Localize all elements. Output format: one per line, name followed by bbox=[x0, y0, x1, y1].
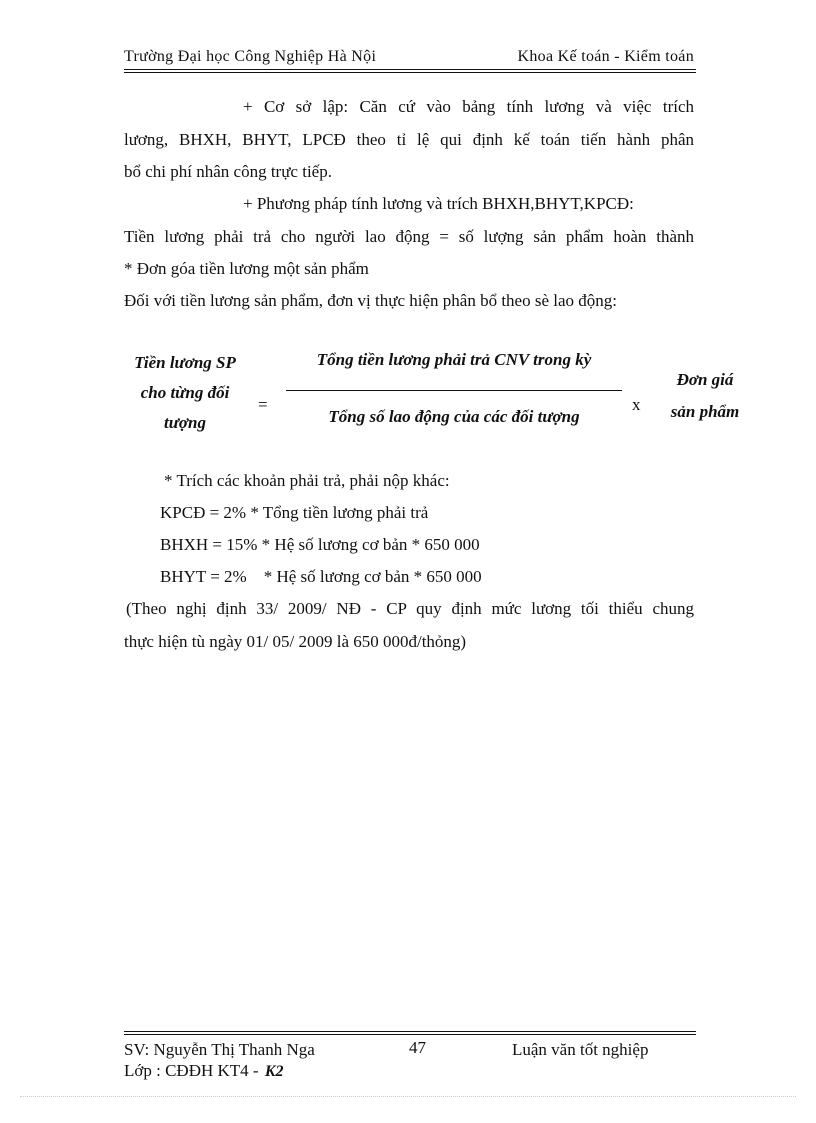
para2-line2: Tiền lương phải trả cho người lao động = số lượng sản phẩm hoàn thành bbox=[124, 227, 694, 246]
page-header bbox=[124, 48, 696, 68]
deduction-kpcd: KPCĐ = 2% * Tổng tiền lương phải trả bbox=[160, 503, 429, 522]
header-faculty: Khoa Kế toán - Kiểm toán bbox=[517, 48, 694, 65]
fraction-bar bbox=[286, 390, 622, 391]
footer-class-label: Lớp : CĐĐH KT4 - bbox=[124, 1061, 259, 1080]
deductions-intro: * Trích các khoản phải trả, phải nộp khác: bbox=[164, 471, 450, 490]
footer-rule-top bbox=[124, 1031, 696, 1032]
decree-note-line1: (Theo nghị định 33/ 2009/ NĐ - CP quy định mức lương tối thiểu chung bbox=[126, 599, 694, 618]
page-bottom-border bbox=[20, 1096, 796, 1097]
para2-line3: * Đơn góa tiền lương một sản phẩm bbox=[124, 259, 369, 278]
footer-class-suffix: K2 bbox=[264, 1063, 284, 1080]
formula-equals: = bbox=[258, 395, 268, 414]
para1-line3: bổ chi phí nhân công trực tiếp. bbox=[124, 162, 332, 181]
header-rule-top bbox=[124, 69, 696, 70]
para1-line2: lương, BHXH, BHYT, LPCĐ theo tỉ lệ qui định kế toán tiến hành phân bbox=[124, 130, 694, 149]
header-rule-bottom bbox=[124, 72, 696, 73]
footer-thesis: Luận văn tốt nghiệp bbox=[512, 1040, 649, 1059]
footer-student: SV: Nguyễn Thị Thanh Nga bbox=[124, 1040, 315, 1059]
formula-times: x bbox=[632, 395, 641, 414]
formula-lhs: Tiền lương SP cho từng đối tượng bbox=[134, 353, 236, 432]
formula-rhs: Đơn giá sản phẩm bbox=[670, 370, 740, 421]
deduction-bhyt: BHYT = 2% * Hệ số lương cơ bản * 650 000 bbox=[160, 567, 482, 586]
formula-numerator: Tổng tiền lương phải trả CNV trong kỳ bbox=[316, 350, 592, 369]
deduction-bhxh: BHXH = 15% * Hệ số lương cơ bản * 650 000 bbox=[160, 535, 480, 554]
footer-class bbox=[124, 1061, 284, 1081]
header-university: Trường Đại học Công Nghiệp Hà Nội bbox=[124, 48, 377, 65]
para1-line1: + Cơ sở lập: Căn cứ vào bảng tính lương và việc trích bbox=[243, 97, 694, 116]
para3: Đối với tiền lương sản phẩm, đơn vị thực hiện phân bổ theo sè lao động: bbox=[124, 291, 617, 310]
formula-denominator: Tổng số lao động của các đối tượng bbox=[328, 407, 580, 426]
decree-note-line2: thực hiện tù ngày 01/ 05/ 2009 là 650 000đ/thỏng) bbox=[124, 632, 467, 651]
para2-line1: + Phương pháp tính lương và trích BHXH,BHYT,KPCĐ: bbox=[243, 194, 634, 213]
footer-rule-bottom bbox=[124, 1034, 696, 1035]
footer-page-number: 47 bbox=[409, 1038, 426, 1057]
